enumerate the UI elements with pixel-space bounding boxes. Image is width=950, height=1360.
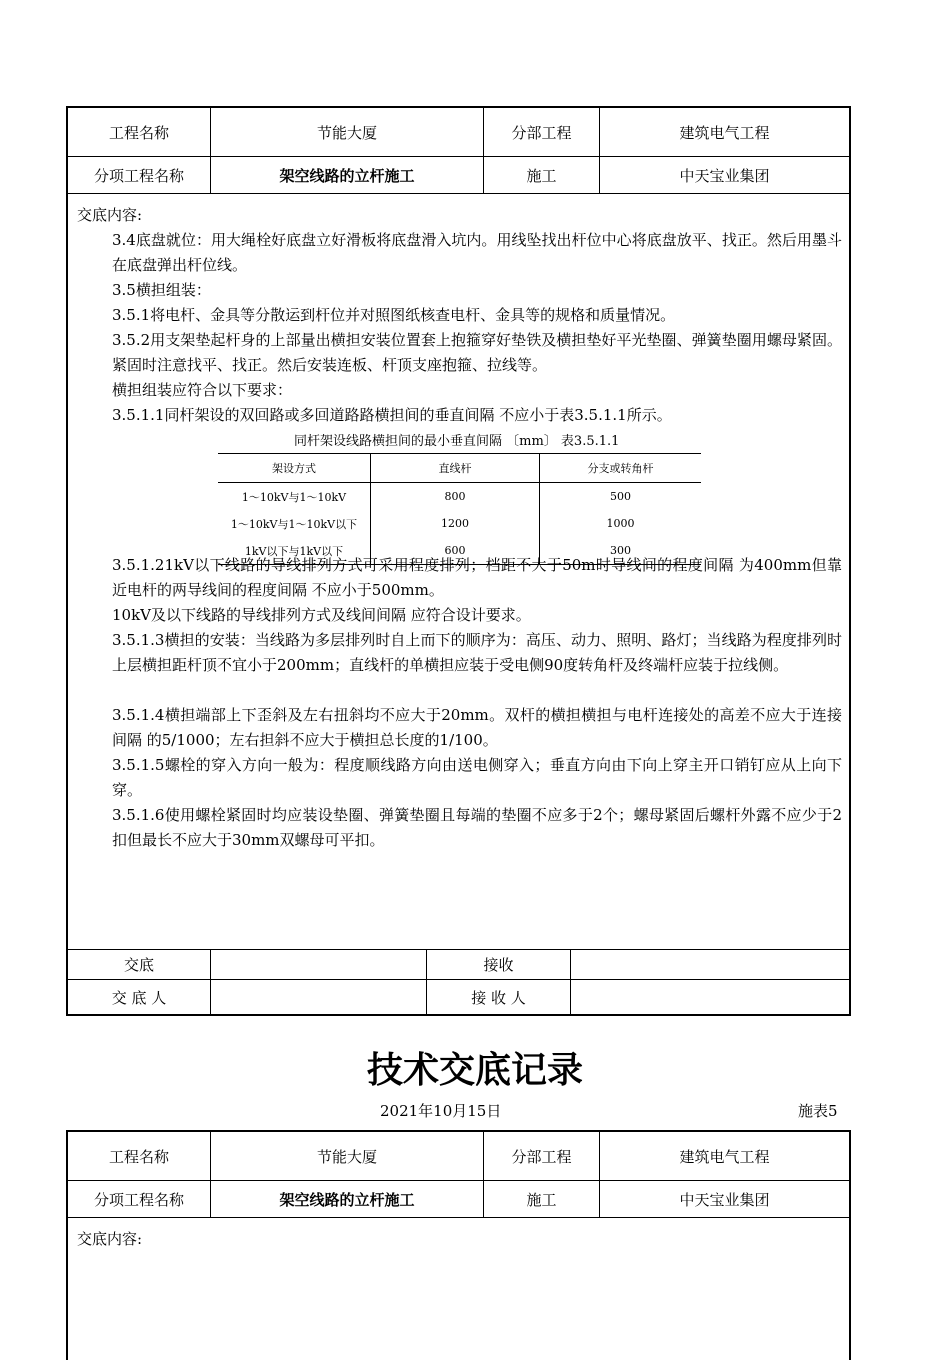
- footer-row-1: [68, 950, 849, 980]
- table-cell: 500: [610, 490, 631, 503]
- handover-person-label: 交 底 人: [68, 980, 211, 1014]
- paragraph: 3.5.1.5螺栓的穿入方向一般为：程度顺线路方向由送电侧穿入；垂直方向由下向上穿主开口销钉应从上向下穿。: [112, 756, 842, 799]
- construction-label: 施工: [484, 157, 600, 193]
- division-label: 分部工程: [484, 108, 600, 156]
- subitem-label: 分项工程名称: [68, 1181, 211, 1217]
- handover-person-value[interactable]: [211, 980, 427, 1014]
- form-number: 施表5: [798, 1102, 838, 1120]
- receive-person-value[interactable]: [571, 980, 849, 1014]
- table-cell: 1～10kV与1～10kV: [218, 483, 371, 511]
- division-value: 建筑电气工程: [679, 123, 770, 142]
- paragraph: 3.5.2用支架垫起杆身的上部量出横担安装位置套上抱箍穿好垫铁及横担垫好平光垫圈、弹簧垫圈用螺母紧固。紧固时注意找平、找正。然后安装连板、杆顶支座抱箍、拉线等。: [112, 331, 842, 374]
- construction-label: 施工: [484, 1181, 600, 1217]
- table-cell: 600: [371, 537, 540, 565]
- header-row-2: [68, 1181, 849, 1218]
- paragraph: 3.5.1.21kV以下线路的导线排列方式可采用程度排列；档距不大于50m时导线间的程度间隔 为400mm但靠近电杆的两导线间的程度间隔 不应小于500mm。: [112, 556, 842, 599]
- table-cell: 1～10kV与1～10kV以下: [218, 510, 371, 537]
- subitem-label: 分项工程名称: [68, 157, 211, 193]
- content-label: 交底内容:: [77, 206, 143, 224]
- table-caption: 同杆架设线路横担间的最小垂直间隔 〔mm〕 表3.5.1.1: [294, 434, 620, 449]
- paragraph: 3.5.1.4横担端部上下歪斜及左右扭斜均不应大于20mm。双杆的横担横担与电杆连接处的高差不应大于连接间隔 的5/1000；左右担斜不应大于横担总长度的1/100。: [112, 706, 842, 749]
- paragraph: 3.5.1将电杆、金具等分散运到杆位并对照图纸核查电杆、金具等的规格和质量情况。: [112, 306, 676, 324]
- table-cell: 1kV以下与1kV以下: [218, 537, 371, 565]
- table-row: [218, 510, 701, 537]
- construction-value: 中天宝业集团: [679, 1190, 770, 1209]
- header-row-1: [68, 108, 849, 157]
- paragraph: 横担组装应符合以下要求：: [112, 381, 293, 399]
- subitem-value: 架空线路的立杆施工: [211, 1181, 484, 1217]
- table-cell: 1000: [606, 517, 635, 530]
- table-cell: 800: [371, 483, 540, 511]
- paragraph: 3.5.1.3横担的安装：当线路为多层排列时自上而下的顺序为：高压、动力、照明、路灯；当线路为程度排列时上层横担距杆顶不宜小于200mm；直线杆的单横担应装于受电侧90度转角杆及终端杆应装于拉线侧。: [112, 631, 842, 674]
- receive-person-label: 接 收 人: [427, 980, 571, 1014]
- project-name-label: 工程名称: [68, 108, 211, 156]
- construction-value: 中天宝业集团: [679, 166, 770, 185]
- content-label: 交底内容:: [77, 1230, 143, 1248]
- record-date: 2021年10月15日: [380, 1102, 502, 1120]
- project-name-label: 工程名称: [68, 1132, 211, 1180]
- receive-value[interactable]: [571, 950, 849, 979]
- table-cell: 300: [540, 537, 702, 565]
- table-row: [218, 483, 701, 511]
- paragraph: 3.5横担组装：: [112, 281, 211, 299]
- project-name-value: 节能大厦: [211, 1132, 484, 1180]
- division-label: 分部工程: [484, 1132, 600, 1180]
- page-title: 技术交底记录: [366, 1050, 583, 1091]
- header-row-2: [68, 157, 849, 194]
- subitem-value: 架空线路的立杆施工: [211, 157, 484, 193]
- table-header: 直线杆: [371, 454, 540, 483]
- paragraph: 3.5.1.6使用螺栓紧固时均应装设垫圈、弹簧垫圈且每端的垫圈不应多于2个；螺母紧固后螺杆外露不应少于2扣但最长不应大于30mm双螺母可平扣。: [112, 806, 842, 849]
- paragraph: 3.4底盘就位：用大绳栓好底盘立好滑板将底盘滑入坑内。用线坠找出杆位中心将底盘放平、找正。然后用墨斗在底盘弹出杆位线。: [112, 231, 842, 274]
- division-value: 建筑电气工程: [679, 1147, 770, 1166]
- table-header: 分支或转角杆: [540, 454, 702, 483]
- handover-record-form: [66, 106, 851, 1016]
- paragraph: 3.5.1.1同杆架设的双回路或多回道路路横担间的垂直间隔 不应小于表3.5.1.1所示。: [112, 406, 672, 424]
- handover-record-form-2: [66, 1130, 851, 1360]
- handover-value[interactable]: [211, 950, 427, 979]
- table-cell: 1200: [371, 510, 540, 537]
- spacing-table: [218, 453, 701, 565]
- header-row-1: [68, 1132, 849, 1181]
- footer-row-2: [68, 980, 849, 1014]
- project-name-value: 节能大厦: [211, 108, 484, 156]
- handover-label: 交底: [68, 950, 211, 979]
- receive-label: 接收: [427, 950, 571, 979]
- paragraph: 10kV及以下线路的导线排列方式及线间间隔 应符合设计要求。: [112, 606, 531, 624]
- table-header: 架设方式: [218, 454, 371, 483]
